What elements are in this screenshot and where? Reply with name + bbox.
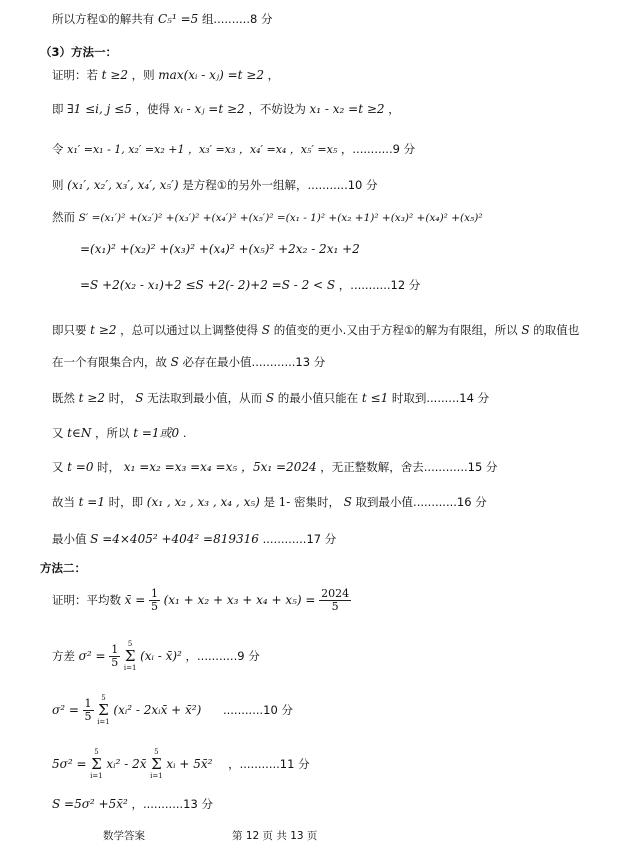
- math: t ≤1: [361, 391, 389, 405]
- proof-line-6: [80, 240, 360, 258]
- text: 取到最小值............16 分: [355, 495, 487, 509]
- proof-line-4: [52, 176, 378, 194]
- math: xᵢ² - 2x̄: [106, 757, 147, 771]
- math: (x₁ + x₂ + x₃ + x₄ + x₅) =: [163, 593, 316, 607]
- math: S: [170, 355, 179, 369]
- text: 所以方程①的解共有: [52, 12, 155, 26]
- math: (x₁′, x₂′, x₃′, x₄′, x₅′): [67, 178, 179, 192]
- fraction: [319, 588, 351, 613]
- score: ，...........9 分: [340, 142, 416, 156]
- proof-line-8: [52, 321, 579, 339]
- text: 最小值: [52, 532, 87, 546]
- text: 故当: [52, 495, 75, 509]
- math: 5σ² =: [52, 757, 87, 771]
- denominator: 5: [331, 600, 339, 613]
- math: ∃1 ≤i, j ≤5: [67, 102, 132, 116]
- math: S =4×405² +404² =819316: [90, 532, 259, 546]
- denominator: 5: [84, 710, 92, 723]
- sum-symbol: [150, 748, 163, 781]
- footer-subject: 数学答案: [103, 830, 145, 842]
- math: S′ =(x₁′)² +(x₂′)² +(x₃′)² +(x₄′)² +(x₅′)² =(x₁ - 1)² +(x₂ +1)² +(x₃)² +(x₄)² +(x₅)²: [78, 212, 483, 224]
- score: 组..........8 分: [201, 12, 273, 26]
- math: =(x₁)² +(x₂)² +(x₃)² +(x₄)² +(x₅)² +2x₂ - 2x₁ +2: [80, 242, 360, 256]
- text: ，不妨设为: [248, 102, 306, 116]
- fraction: [109, 644, 120, 669]
- score: ...........10 分: [222, 703, 293, 717]
- score: ，...........13 分: [131, 797, 213, 811]
- text: 即只要: [52, 323, 87, 337]
- math: x̄ =: [124, 593, 146, 607]
- text: 的最小值只能在: [277, 391, 359, 405]
- text: 又: [52, 460, 64, 474]
- proof-line-7: [80, 276, 420, 294]
- math: t =1: [78, 495, 105, 509]
- text: 是: [263, 495, 275, 509]
- math: t ≥2: [78, 391, 105, 405]
- text: ，所以: [95, 426, 130, 440]
- numerator: 1: [84, 697, 92, 710]
- sum-upper: 5: [94, 748, 99, 756]
- fraction: [149, 588, 160, 613]
- math: xᵢ + 5x̄²: [166, 757, 213, 771]
- math: S: [265, 391, 275, 405]
- sum-symbol: [97, 694, 110, 727]
- sigma: Σ: [124, 647, 136, 665]
- text: 时取到.........14 分: [391, 391, 490, 405]
- math: max(xᵢ - xⱼ) =t ≥2: [158, 68, 264, 82]
- math: S: [135, 391, 144, 405]
- proof-line-10: [52, 389, 489, 407]
- math: x₁′ =x₁ - 1, x₂′ =x₂ +1 ，x₃′ =x₃ ，x₄′ =x₄ ，x₅′ =x₅: [67, 143, 338, 156]
- math: t =1或0: [133, 426, 180, 440]
- text: ，无正整数解，舍去............15 分: [320, 460, 498, 474]
- math: C₅¹ =5: [157, 12, 199, 26]
- sigma: Σ: [91, 755, 102, 773]
- math: xᵢ - xⱼ =t ≥2: [173, 102, 245, 116]
- text: 的取值也: [533, 323, 580, 337]
- text: 令: [52, 142, 64, 156]
- score: ............17 分: [262, 532, 337, 546]
- proof-line-13: [52, 493, 487, 511]
- sigma: Σ: [98, 701, 109, 719]
- text: 密集时，: [294, 495, 340, 509]
- proof-line-9: [52, 353, 325, 371]
- text: ，总可以通过以上调整使得: [120, 323, 259, 337]
- math: S =5σ² +5x̄²: [52, 797, 128, 811]
- math: t ≥2: [90, 323, 117, 337]
- text: 时，: [108, 391, 132, 405]
- text: ，则: [131, 68, 155, 82]
- text: 又: [52, 426, 64, 440]
- numerator: 1: [111, 643, 119, 656]
- proof-line-12: [52, 458, 497, 476]
- text: 方差: [52, 649, 75, 663]
- text: 在一个有限集合内，故: [52, 355, 167, 369]
- text: ，使得: [135, 102, 171, 116]
- solution-count-line: [52, 10, 272, 28]
- sum-lower: i=1: [97, 718, 110, 726]
- denominator: 5: [111, 656, 119, 669]
- text: 时，: [97, 460, 121, 474]
- text: 时，即: [108, 495, 144, 509]
- text: 是方程①的另外一组解，...........10 分: [182, 178, 378, 192]
- math: 1-: [278, 495, 291, 509]
- score: ，...........12 分: [338, 278, 421, 292]
- math: S: [343, 495, 352, 509]
- math: x₁ - x₂ =t ≥2: [309, 102, 385, 116]
- sum-lower: i=1: [150, 772, 163, 780]
- s-relation-line: [52, 795, 213, 813]
- math: (xᵢ² - 2xᵢx̄ + x̄²): [113, 703, 202, 717]
- text: .: [182, 426, 187, 440]
- text: 然而: [52, 210, 75, 224]
- sum-upper: 5: [154, 748, 159, 756]
- math: t ≥2: [101, 68, 128, 82]
- text: 即: [52, 102, 64, 116]
- score: ，...........9 分: [185, 649, 260, 663]
- proof-line-2: [52, 100, 400, 118]
- proof-line-1: [52, 66, 279, 84]
- math: S: [521, 323, 530, 337]
- math: σ² =: [52, 703, 79, 717]
- sum-symbol: [124, 640, 137, 673]
- numerator: 1: [150, 587, 158, 600]
- variance-expand-line: [52, 694, 293, 727]
- sum-upper: 5: [127, 640, 133, 648]
- text: 证明：平均数: [52, 593, 121, 607]
- math: x₁ =x₂ =x₃ =x₄ =x₅ ，5x₁ =2024: [123, 460, 317, 474]
- math: (x₁ , x₂ , x₃ , x₄ , x₅): [146, 495, 260, 509]
- text: 无法取到最小值，从而: [147, 391, 263, 405]
- method-one-heading: （3）方法一：: [40, 45, 118, 59]
- score: ，...........11 分: [228, 757, 310, 771]
- text: 必存在最小值............13 分: [182, 355, 326, 369]
- fraction: [83, 698, 94, 723]
- text: ，: [267, 68, 280, 82]
- variance-sum-line: [52, 748, 310, 781]
- text: ，: [388, 102, 400, 116]
- text: 则: [52, 178, 64, 192]
- math: =S +2(x₂ - x₁)+2 ≤S +2(- 2)+2 =S - 2 < S: [80, 278, 336, 292]
- math: t∈N: [67, 426, 92, 440]
- sum-symbol: [90, 748, 103, 781]
- sum-upper: 5: [101, 694, 106, 702]
- math: t =0: [67, 460, 94, 474]
- text: 证明：若: [52, 68, 98, 82]
- math: σ² =: [78, 649, 106, 663]
- sigma: Σ: [151, 755, 162, 773]
- minimum-value-line: [52, 530, 336, 548]
- text: 既然: [52, 391, 75, 405]
- numerator: 2024: [321, 587, 350, 600]
- math: (xᵢ - x̄)²: [140, 649, 182, 663]
- text: 的值变的更小.又由于方程①的解为有限组，所以: [273, 323, 518, 337]
- proof-line-11: [52, 424, 186, 442]
- proof-line-3: [52, 140, 415, 159]
- mean-line: [52, 588, 351, 613]
- footer-page-number: 第 12 页 共 13 页: [232, 830, 318, 842]
- method-two-heading: 方法二：: [40, 561, 86, 575]
- sum-lower: i=1: [90, 772, 103, 780]
- math: S: [261, 323, 271, 337]
- variance-line: [52, 640, 260, 673]
- denominator: 5: [150, 600, 158, 613]
- proof-line-5: [52, 208, 483, 227]
- sum-lower: i=1: [123, 664, 137, 672]
